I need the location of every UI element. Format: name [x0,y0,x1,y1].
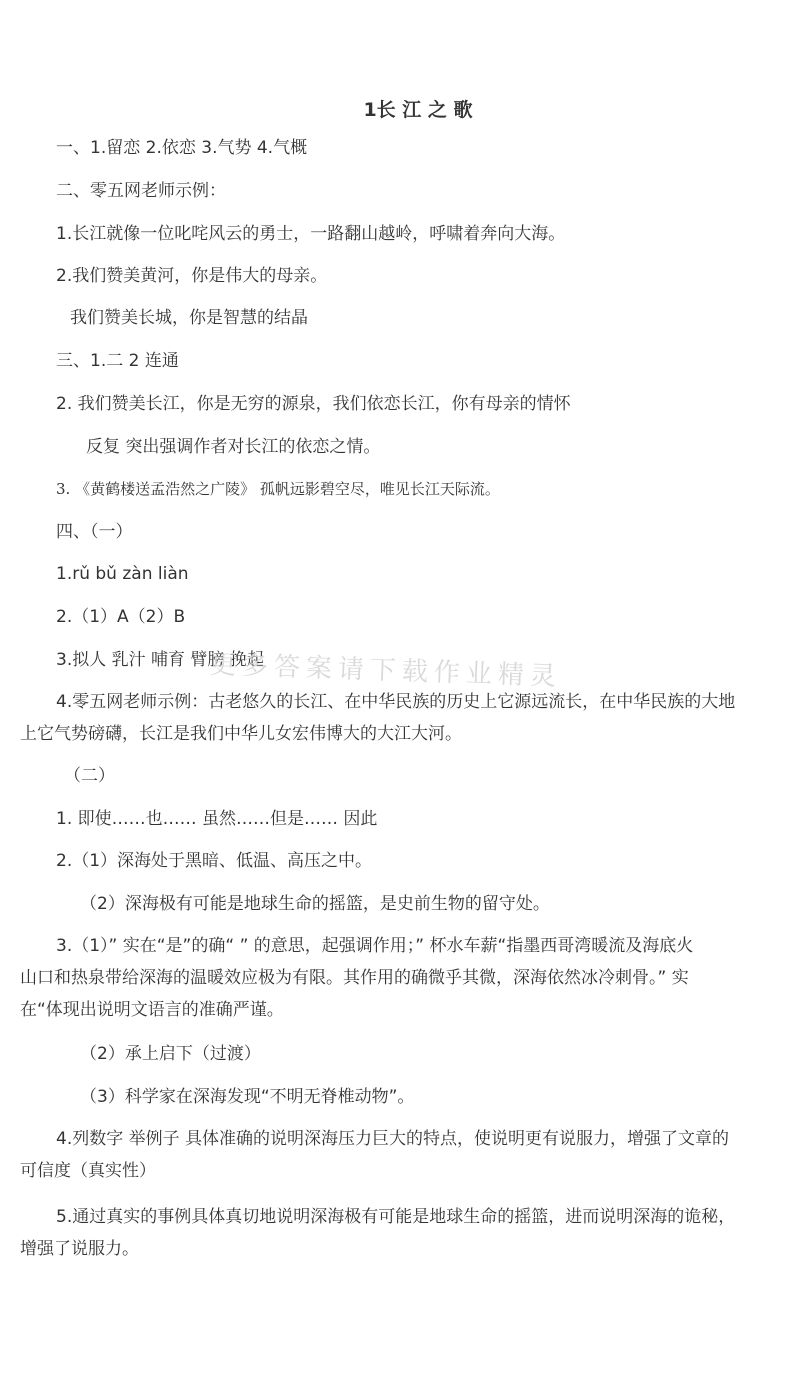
answer-line: 反复 突出强调作者对长江的依恋之情。 [86,437,381,457]
paragraph-line: 4.零五网老师示例：古老悠久的长江、在中华民族的历史上它源远流长，在中华民族的大地 [56,692,736,712]
paragraph-line: 4.列数字 举例子 具体准确的说明深海压力巨大的特点，使说明更有说服力，增强了文章的 [56,1129,730,1149]
answer-line: 我们赞美长城，你是智慧的结晶 [70,308,308,328]
answer-subsection-header: （二） [64,766,115,786]
answer-section-4-header: 四、（一） [56,522,133,542]
answer-line: （3）科学家在深海发现“不明无脊椎动物”。 [80,1087,415,1107]
answer-line: 2.（1）深海处于黑暗、低温、高压之中。 [56,851,373,871]
answer-paragraph [20,686,735,750]
paragraph-line: 可信度（真实性） [20,1161,156,1181]
answer-line: 2.（1）A（2）B [56,607,186,627]
answer-section-2-header: 二、零五网老师示例： [56,181,226,201]
answer-line: 1. 即使……也…… 虽然……但是…… 因此 [56,809,378,829]
paragraph-line: 5.通过真实的事例具体真切地说明深海极有可能是地球生命的摇篮，进而说明深海的诡秘， [56,1207,736,1227]
page-title: 1长 江 之 歌 [363,99,473,121]
answer-line: 3.拟人 乳汁 哺育 臂膀 挽起 [56,650,264,670]
paragraph-line: 3.（1）” 实在“是”的确“ ” 的意思，起强调作用；” 杯水车薪“指墨西哥湾暖流及海底火 [56,936,694,956]
answer-line: 1.长江就像一位叱咤风云的勇士，一路翻山越岭，呼啸着奔向大海。 [56,224,566,244]
watermark-text: 更多答案请下载作业精灵 [209,649,563,693]
answer-line: （2）深海极有可能是地球生命的摇篮，是史前生物的留守处。 [80,894,550,914]
answer-line-poem: 3. 《黄鹤楼送孟浩然之广陵》 孤帆远影碧空尽，唯见长江天际流。 [56,480,500,498]
paragraph-line: 山口和热泉带给深海的温暖效应极为有限。其作用的确微乎其微，深海依然冰冷刺骨。” 实 [20,968,689,988]
answer-line: 2.我们赞美黄河，你是伟大的母亲。 [56,266,328,286]
paragraph-line: 增强了说服力。 [20,1239,139,1259]
paragraph-line: 在“体现出说明文语言的准确严谨。 [20,1000,284,1020]
answer-line: 2. 我们赞美长江，你是无穷的源泉，我们依恋长江，你有母亲的情怀 [56,394,571,414]
answer-paragraph [20,930,693,1026]
answer-section-1: 一、1.留恋 2.依恋 3.气势 4.气概 [56,138,308,158]
answer-paragraph [20,1123,729,1187]
answer-section-3-header: 三、1.二 2 连通 [56,351,179,371]
paragraph-line: 上它气势磅礴，长江是我们中华儿女宏伟博大的大江大河。 [20,724,462,744]
answer-paragraph [20,1201,735,1265]
answer-line: （2）承上启下（过渡） [80,1044,261,1064]
answer-line-pinyin: 1.rǔ bǔ zàn liàn [56,564,189,584]
